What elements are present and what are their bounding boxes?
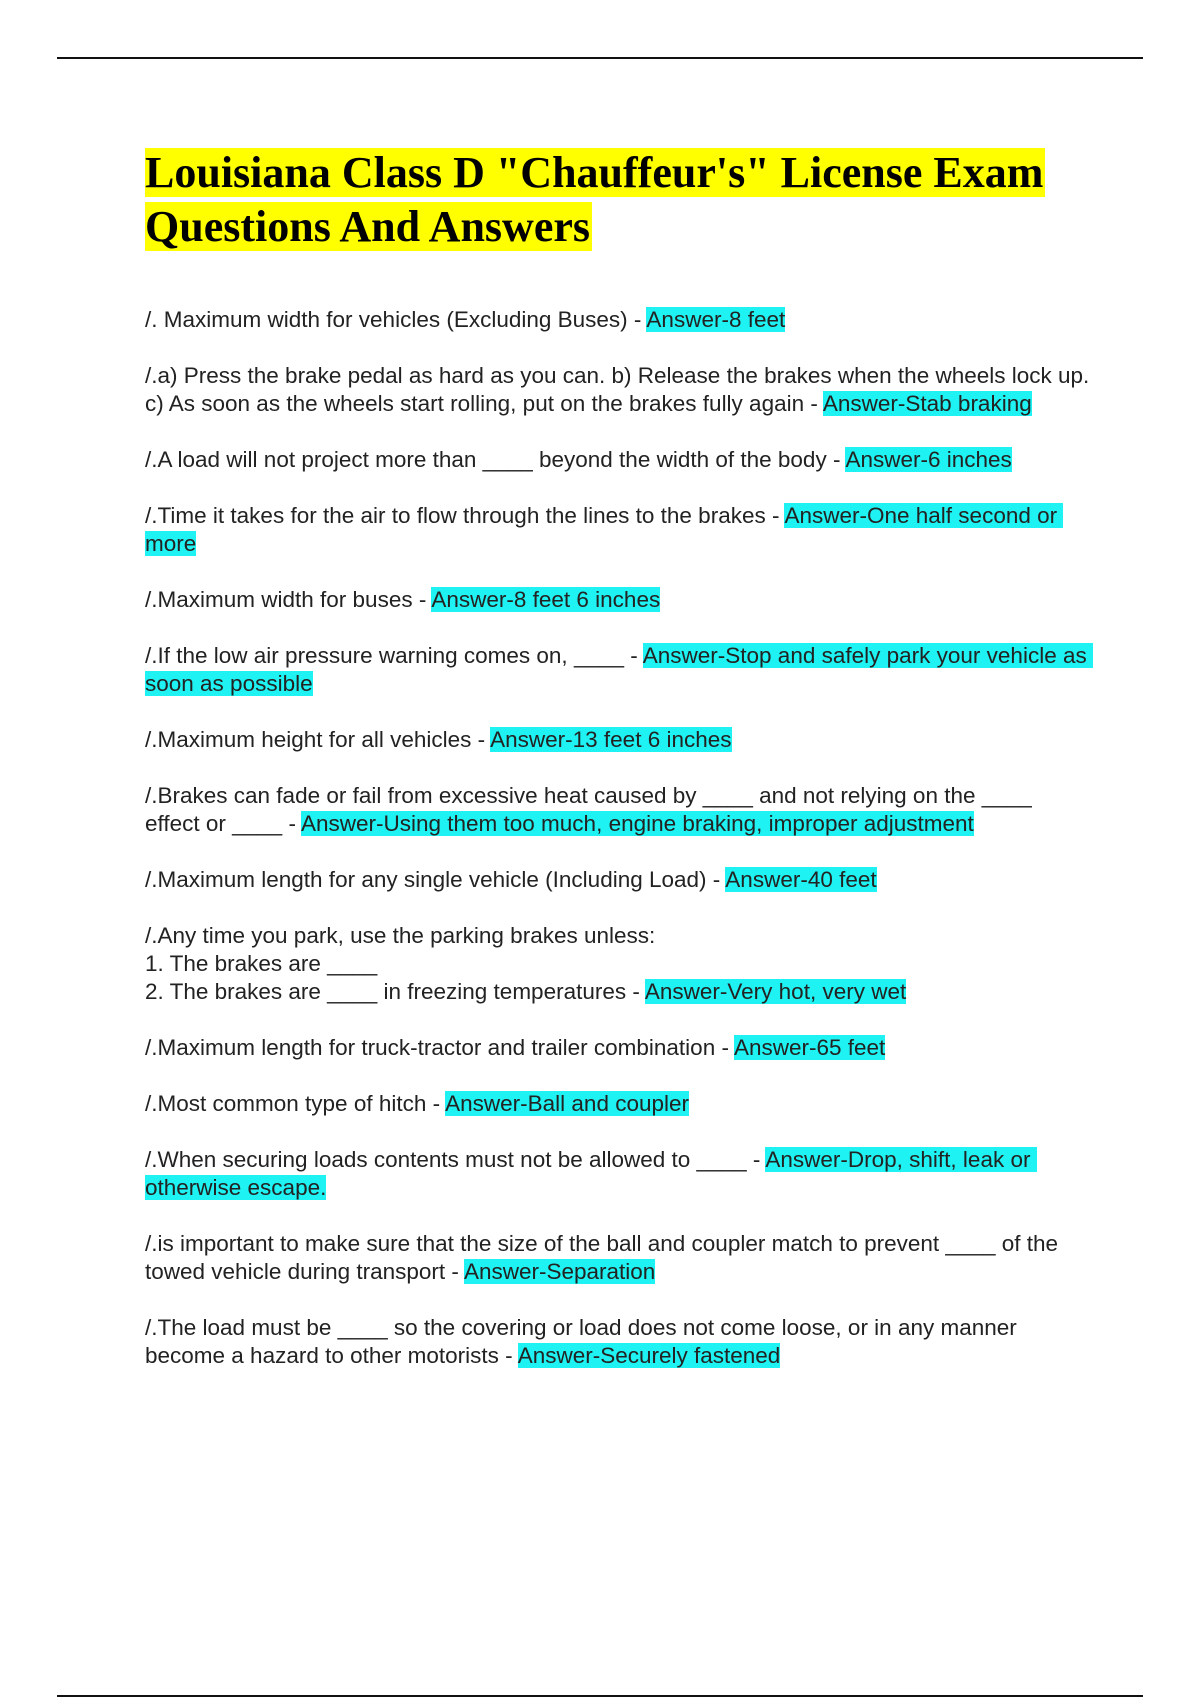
qa-item: [145, 502, 1090, 558]
answer-highlight: Answer-8 feet: [646, 307, 786, 332]
answer-highlight: Answer-Stop and safely park your vehicle as soon as possible: [145, 643, 1093, 696]
qa-item: [145, 586, 1090, 614]
qa-item: [145, 1090, 1090, 1118]
qa-item: [145, 922, 1090, 1006]
question-text: /.Most common type of hitch -: [145, 1091, 446, 1116]
question-text: /.When securing loads contents must not be allowed to ____ -: [145, 1147, 766, 1172]
answer-highlight: Answer-Separation: [463, 1259, 656, 1284]
qa-item: [145, 1230, 1090, 1286]
answer-highlight: Answer-65 feet: [733, 1035, 886, 1060]
qa-item: [145, 866, 1090, 894]
answer-highlight: Answer-Securely fastened: [517, 1343, 781, 1368]
qa-list: [145, 306, 1096, 1370]
answer-highlight: Answer-Drop, shift, leak or otherwise escape.: [145, 1147, 1037, 1200]
question-text: /.Maximum width for buses -: [145, 587, 432, 612]
question-text: /.If the low air pressure warning comes on, ____ -: [145, 643, 643, 668]
qa-item: [145, 1034, 1090, 1062]
qa-item: [145, 306, 1090, 334]
question-text: /.Any time you park, use the parking brakes unless: 1. The brakes are ____ 2. The brakes are ____ in freezing temperatures -: [145, 923, 656, 1004]
question-text: /. Maximum width for vehicles (Excluding Buses) -: [145, 307, 647, 332]
question-text: /.is important to make sure that the size of the ball and coupler match to prevent ____ of the towed vehicle during transport -: [145, 1231, 1065, 1284]
question-text: /.Brakes can fade or fail from excessive heat caused by ____ and not relying on the ____ effect or ____ -: [145, 783, 1039, 836]
question-text: /.A load will not project more than ____ beyond the width of the body -: [145, 447, 846, 472]
answer-highlight: Answer-One half second or more: [145, 503, 1064, 556]
answer-highlight: Answer-8 feet 6 inches: [431, 587, 661, 612]
qa-item: [145, 446, 1090, 474]
question-text: /.Maximum length for truck-tractor and trailer combination -: [145, 1035, 734, 1060]
bottom-divider: [57, 1695, 1143, 1697]
answer-highlight: Answer-Using them too much, engine braking, improper adjustment: [300, 811, 974, 836]
answer-highlight: Answer-Very hot, very wet: [644, 979, 907, 1004]
qa-item: [145, 1146, 1090, 1202]
qa-item: [145, 782, 1090, 838]
question-text: /.Time it takes for the air to flow through the lines to the brakes -: [145, 503, 785, 528]
answer-highlight: Answer-Stab braking: [822, 391, 1032, 416]
question-text: /.Maximum height for all vehicles -: [145, 727, 491, 752]
answer-highlight: Answer-6 inches: [845, 447, 1012, 472]
top-divider: [57, 57, 1143, 59]
document-title: [145, 146, 1090, 254]
qa-item: [145, 726, 1090, 754]
question-text: /.Maximum length for any single vehicle (Including Load) -: [145, 867, 726, 892]
qa-item: [145, 642, 1093, 698]
qa-item: [145, 1314, 1090, 1370]
document-body: [145, 146, 1096, 1398]
question-text: /.The load must be ____ so the covering or load does not come loose, or in any manner become a hazard to other motorists -: [145, 1315, 1024, 1368]
qa-item: [145, 362, 1096, 418]
answer-highlight: Answer-Ball and coupler: [445, 1091, 689, 1116]
document-title-text: Louisiana Class D "Chauffeur's" License Exam Questions And Answers: [145, 148, 1044, 251]
question-text: /.a) Press the brake pedal as hard as you can. b) Release the brakes when the wheels lock up. c) As soon as the wheels start rolling, put on the brakes fully again -: [145, 363, 1096, 416]
answer-highlight: Answer-13 feet 6 inches: [490, 727, 732, 752]
answer-highlight: Answer-40 feet: [725, 867, 877, 892]
